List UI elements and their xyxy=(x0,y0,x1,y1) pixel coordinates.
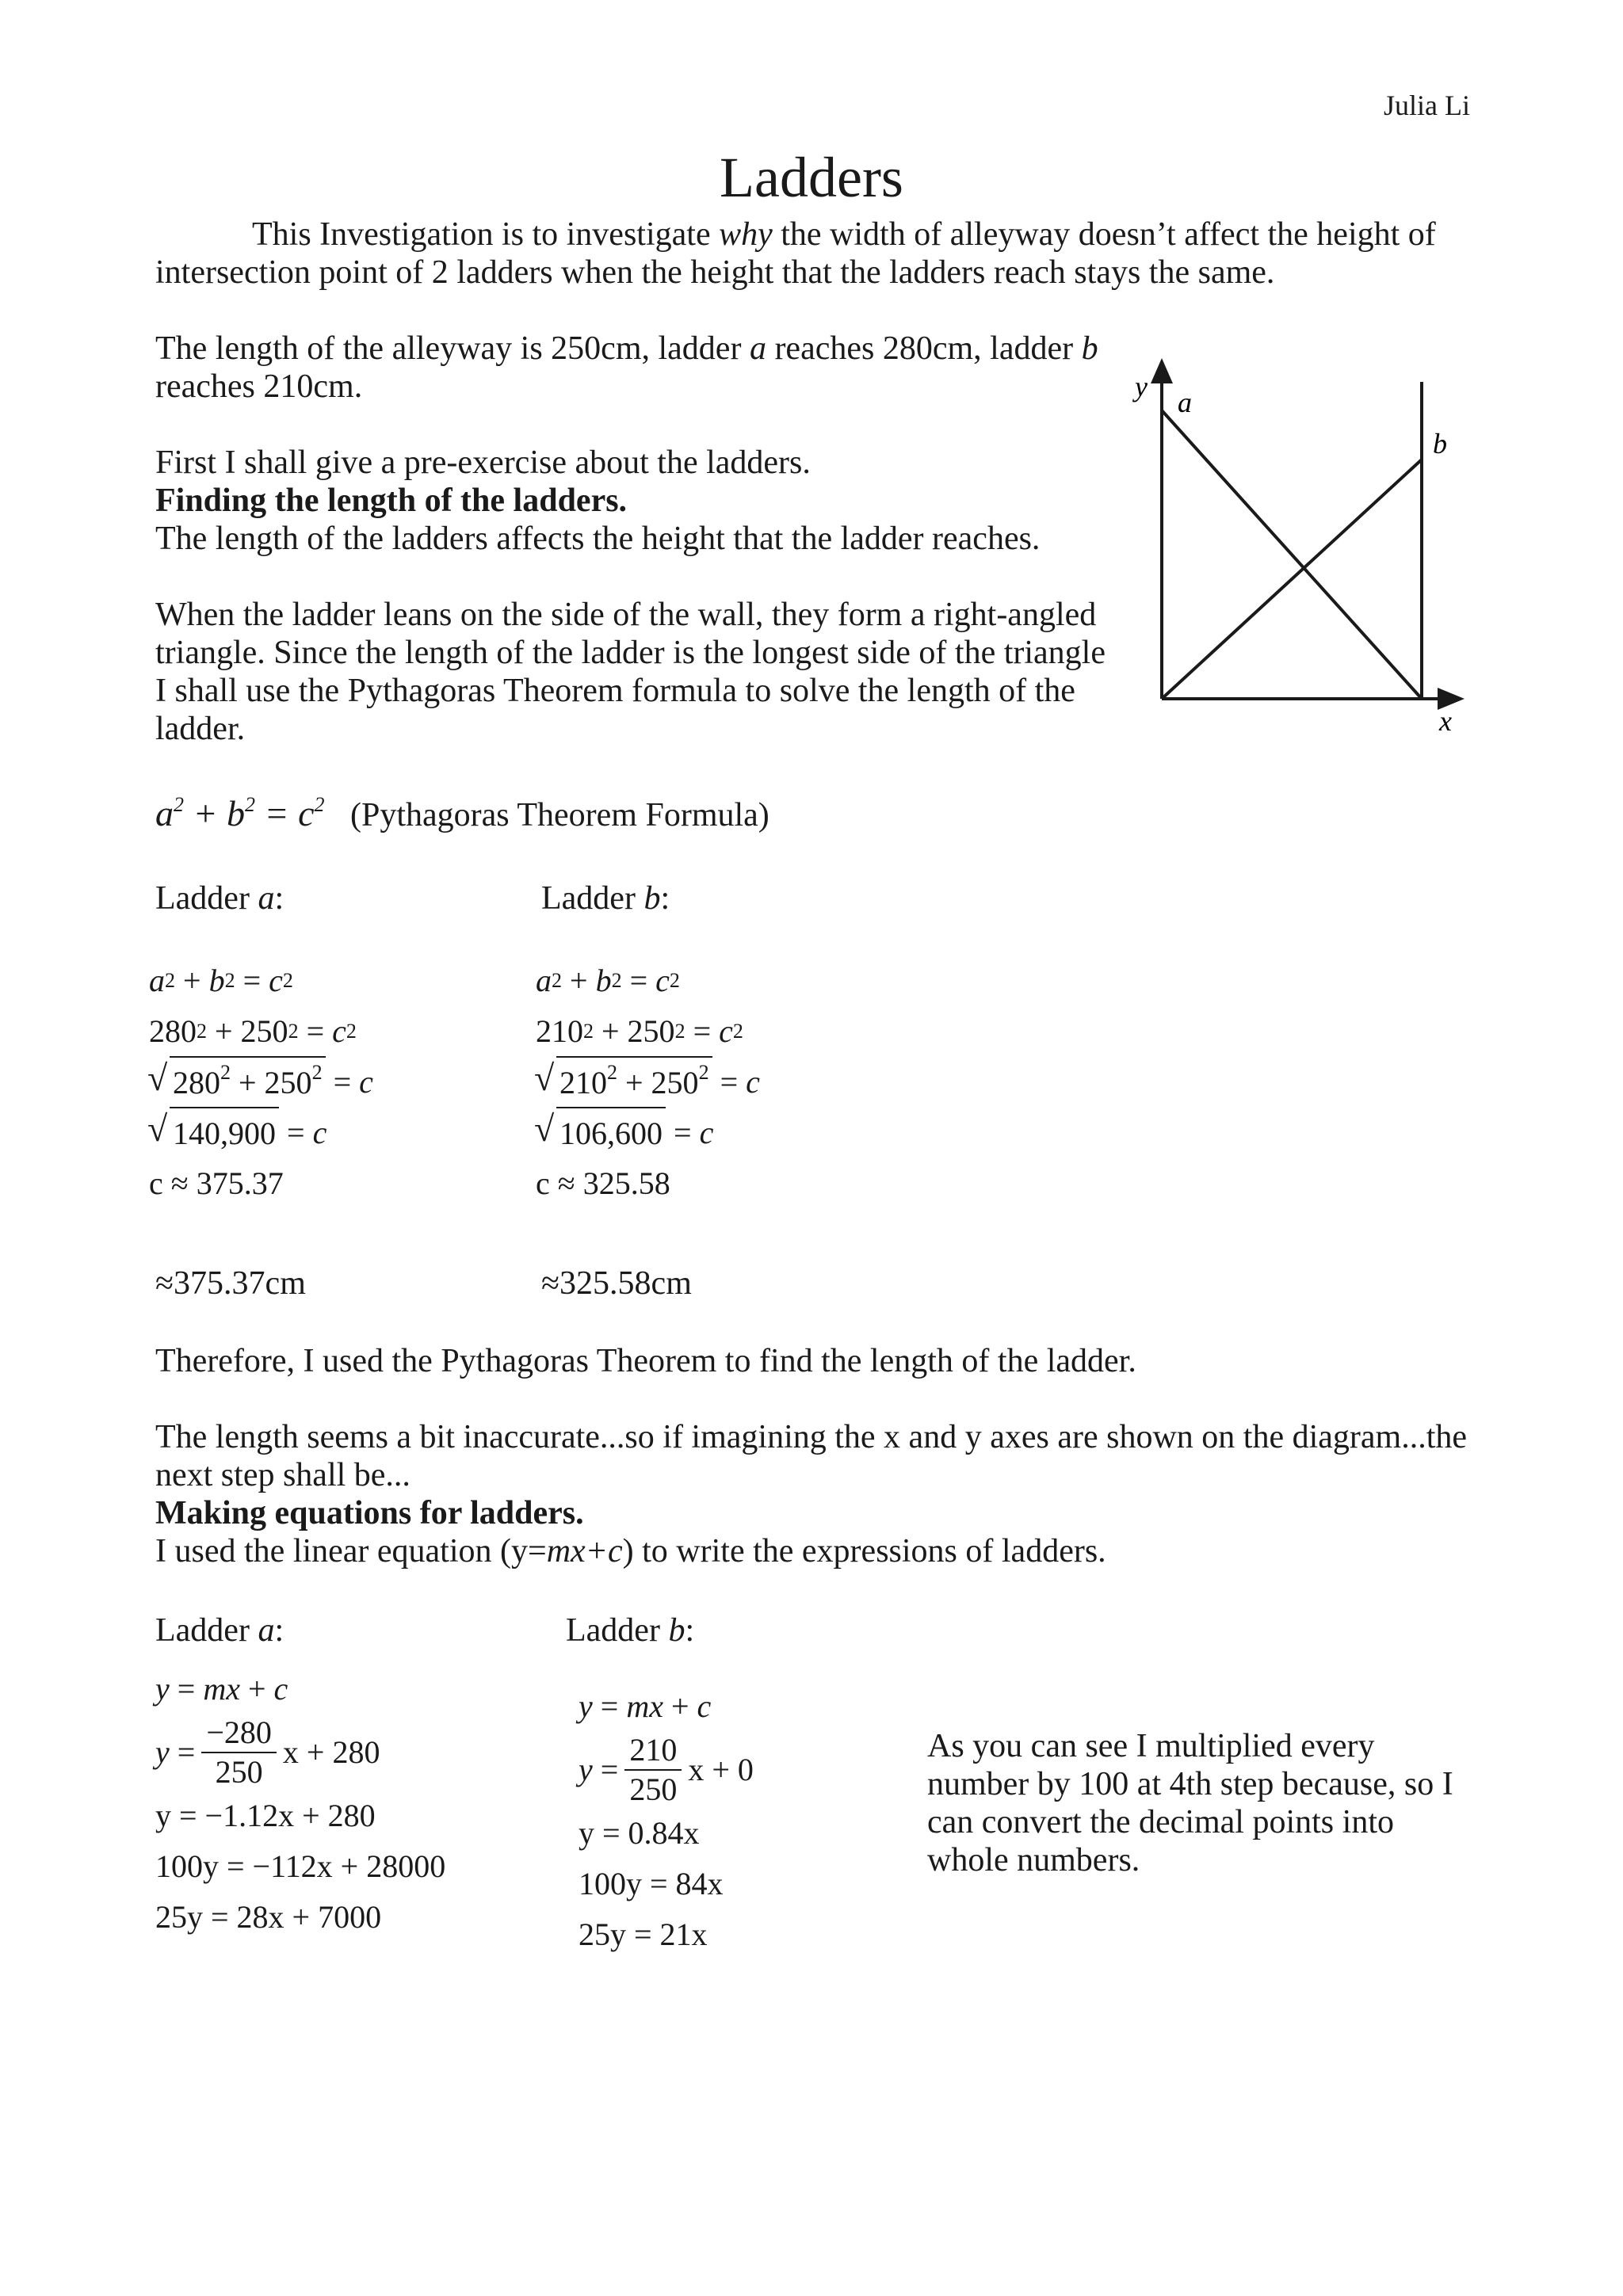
x-axis-label: x xyxy=(1439,705,1452,737)
y-axis-arrow-icon xyxy=(1151,358,1173,383)
colon: : xyxy=(660,880,670,917)
ladder-a-pythagoras-work xyxy=(149,955,373,1209)
eq-text: I used the linear equation (y= xyxy=(155,1533,547,1569)
fraction-denominator: 250 xyxy=(629,1772,678,1807)
fraction-tail: x + 0 xyxy=(688,1752,754,1787)
math-line: y = 0.84x xyxy=(579,1815,700,1851)
section-heading-equations xyxy=(155,1494,1471,1532)
setup-section xyxy=(155,330,1122,748)
colon: : xyxy=(274,880,285,917)
sqrt-value: 140,900 xyxy=(170,1107,279,1159)
math-line: 210 2 + 250 2 = c 2 xyxy=(536,1013,743,1049)
fraction-tail: x + 280 xyxy=(282,1734,380,1770)
ladder-a-heading xyxy=(155,879,284,917)
math-line: 25y = 21x xyxy=(579,1917,708,1952)
var-b: b xyxy=(668,1612,685,1649)
math-line: c ≈ 375.37 xyxy=(149,1165,284,1201)
math-line: √ $280^2 + 250^2$ = c xyxy=(149,1057,373,1108)
ladder-diagram-svg xyxy=(1124,349,1472,745)
equations-section xyxy=(155,1418,1471,1570)
pythagoras-formula xyxy=(155,792,769,834)
setup-text: reaches 210cm. xyxy=(155,368,363,405)
eq-text: ) to write the expressions of ladders. xyxy=(622,1533,1106,1569)
formula-math: $a^2 + b^2 = c^2$ xyxy=(155,793,325,833)
ladder-a-line xyxy=(1162,410,1422,699)
math-line: a 2 + b 2 = c 2 xyxy=(149,963,293,998)
fraction xyxy=(201,1714,277,1791)
math-line: y = −1.12x + 280 xyxy=(155,1798,376,1833)
intro-text-before: This Investigation is to investigate xyxy=(252,216,720,253)
multiplication-note: As you can see I multiplied every number by 100 at 4th step because, so I can convert the decimal points into whole numbers. xyxy=(927,1728,1453,1878)
ladder-a-equation-work xyxy=(155,1664,445,1943)
heading-text: Finding the length of the ladders. xyxy=(155,482,628,519)
ladder-b-result: ≈325.58cm xyxy=(541,1265,692,1302)
setup-paragraph-1 xyxy=(155,330,1122,406)
math-line: 100y = 84x xyxy=(579,1866,724,1901)
math-line: √ 106,600 = c xyxy=(536,1108,760,1158)
math-line: c ≈ 325.58 xyxy=(536,1165,670,1201)
math-line: a 2 + b 2 = c 2 xyxy=(536,963,680,998)
page-title: Ladders xyxy=(720,146,903,209)
author-name: Julia Li xyxy=(1384,90,1470,121)
section-heading-lengths xyxy=(155,482,1122,520)
ladder-a-label: a xyxy=(1178,387,1192,418)
math-line: 100y = −112x + 28000 xyxy=(155,1848,446,1884)
setup-paragraph-3: The length of the ladders affects the height that the ladder reaches. xyxy=(155,521,1041,557)
ladder-diagram xyxy=(1124,349,1472,749)
ladder-b-label: b xyxy=(1433,428,1447,460)
fraction-denominator: 250 xyxy=(215,1754,263,1790)
math-line: √ 140,900 = c xyxy=(149,1108,373,1158)
math-line: 25y = 28x + 7000 xyxy=(155,1899,382,1935)
fraction-numerator: 210 xyxy=(624,1731,682,1771)
math-line: y = mx + c xyxy=(579,1688,712,1724)
ladder-a-result: ≈375.37cm xyxy=(155,1265,306,1302)
math-line: y = $\frac{-280}{250}$ x + 280 xyxy=(155,1714,380,1790)
setup-paragraph-4: When the ladder leans on the side of the wall, they form a right-angled triangle. Since the length of the ladder is the longest side of the triangle I shall use the Pythagoras Theorem formula to solve the length of the ladder. xyxy=(155,597,1106,747)
eq-math: mx+c xyxy=(546,1533,623,1569)
math-line: 280 2 + 250 2 = c 2 xyxy=(149,1013,357,1049)
ladder-b-line xyxy=(1162,460,1422,699)
intro-emphasis: why xyxy=(719,216,773,253)
sqrt-value: 106,600 xyxy=(556,1107,666,1159)
ladder-b-equation-work xyxy=(579,1681,754,1960)
heading-text: Ladder xyxy=(566,1612,669,1649)
conclusion-paragraph: Therefore, I used the Pythagoras Theorem to find the length of the ladder. xyxy=(155,1343,1136,1379)
heading-text: Ladder xyxy=(155,1612,258,1649)
ladder-a-eq-heading xyxy=(155,1611,284,1650)
math-line: √ $210^2 + 250^2$ = c xyxy=(536,1057,760,1108)
ladder-b-pythagoras-work xyxy=(536,955,760,1209)
ladder-b-eq-heading xyxy=(566,1611,694,1650)
setup-paragraph-2: First I shall give a pre-exercise about the ladders. xyxy=(155,444,811,481)
equations-paragraph-2 xyxy=(155,1532,1471,1570)
formula-label: (Pythagoras Theorem Formula) xyxy=(350,797,769,833)
heading-text: Making equations for ladders. xyxy=(155,1495,584,1531)
math-line: y = mx + c xyxy=(155,1671,288,1707)
ladder-b-heading xyxy=(541,879,670,917)
var-a: a xyxy=(749,330,766,367)
var-b: b xyxy=(1081,330,1098,367)
var-a: a xyxy=(258,1612,275,1649)
setup-text: reaches 280cm, ladder xyxy=(766,330,1082,367)
colon: : xyxy=(274,1612,285,1649)
y-axis-label: y xyxy=(1135,371,1148,402)
var-a: a xyxy=(258,880,275,917)
fraction xyxy=(624,1731,682,1809)
var-b: b xyxy=(643,880,661,917)
setup-text: The length of the alleyway is 250cm, ladder xyxy=(155,330,750,367)
intro-paragraph xyxy=(155,215,1455,292)
heading-text: Ladder xyxy=(541,880,644,917)
math-line: y = $\frac{210}{250}$ x + 0 xyxy=(579,1732,754,1807)
colon: : xyxy=(685,1612,695,1649)
fraction-numerator: −280 xyxy=(201,1714,277,1753)
intro-text-after: the width of alleyway doesn’t affect the height of intersection point of 2 ladders when the height that the ladders reach stays the same. xyxy=(155,216,1436,291)
equations-paragraph-1: The length seems a bit inaccurate...so if imagining the x and y axes are shown on the diagram...the next step shall be... xyxy=(155,1419,1468,1493)
heading-text: Ladder xyxy=(155,880,258,917)
